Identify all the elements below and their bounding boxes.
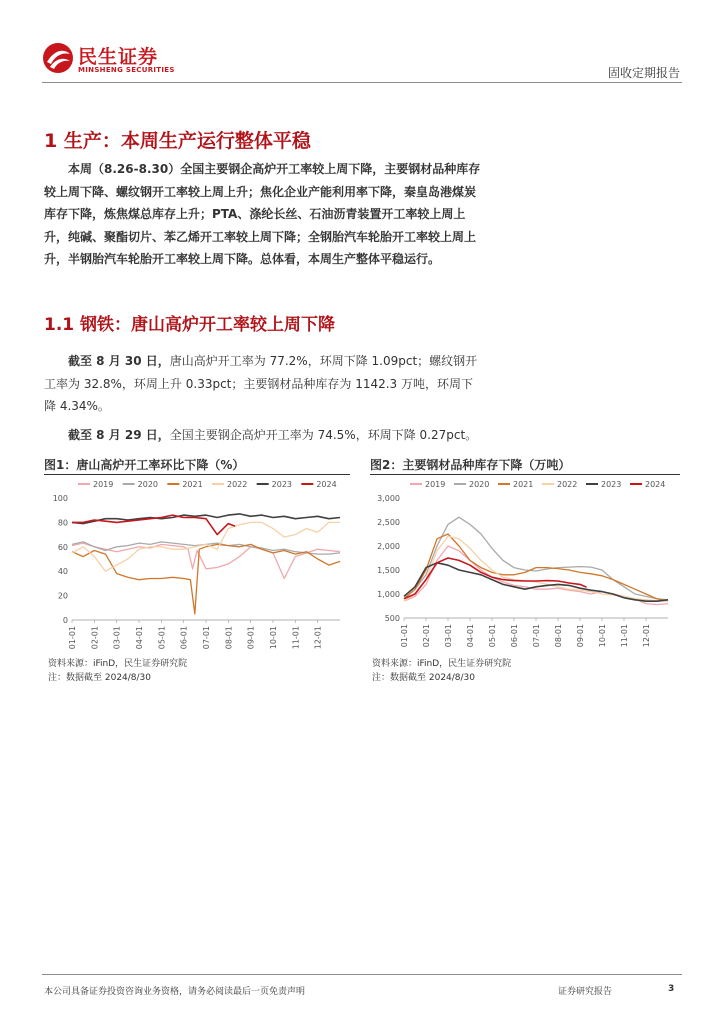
x-tick-label: 09-01 — [246, 626, 256, 650]
figure-2-rule — [370, 474, 680, 475]
figure-2-source: 资料来源：iFinD，民生证券研究院 — [372, 659, 512, 669]
legend-label: 2022 — [557, 480, 578, 489]
legend-label: 2024 — [316, 480, 337, 489]
legend-label: 2024 — [645, 480, 666, 489]
logo-mark-icon — [42, 42, 74, 74]
header-divider — [42, 82, 682, 83]
legend-label: 2022 — [227, 480, 248, 489]
figure-1-rule — [44, 474, 350, 475]
paragraph-national — [44, 424, 484, 447]
paragraph-lead: 截至 8 月 30 日， — [68, 354, 170, 368]
page-number: 3 — [668, 984, 675, 994]
section-heading: 1 生产：本周生产运行整体平稳 — [44, 130, 311, 152]
subsection-heading: 1.1 钢铁：唐山高炉开工率较上周下降 — [44, 315, 336, 335]
legend-label: 2023 — [271, 480, 293, 489]
x-tick-label: 03-01 — [112, 626, 122, 650]
x-tick-label: 12-01 — [313, 626, 323, 650]
legend-label: 2020 — [469, 480, 490, 489]
x-tick-label: 07-01 — [202, 626, 211, 650]
summary-paragraph: 本周（8.26-8.30）全国主要钢企高炉开工率较上周下降，主要钢材品种库存较上周下降、螺纹钢开工率较上周上升；焦化企业产能利用率下降，秦皇岛港煤炭库存下降，炼焦煤总库存上升；PTA、涤纶长丝、石油沥青装置开工率较上周上升，纯碱、聚酯切片、苯乙烯开工率较上周下降；全钢胎汽车轮胎开工率较上周上升，半钢胎汽车轮胎开工率较上周下降。总体看，本周生产整体平稳运行。 — [44, 162, 481, 267]
y-tick-label: 40 — [57, 567, 68, 577]
report-type: 固收定期报告 — [607, 66, 680, 80]
figure-2-chart — [370, 476, 680, 652]
x-tick-label: 06-01 — [179, 626, 189, 650]
x-tick-label: 05-01 — [157, 626, 167, 650]
figure-2-note: 注：数据截至 2024/8/30 — [372, 673, 476, 683]
legend-label: 2023 — [601, 480, 622, 489]
x-tick-label: 10-01 — [269, 626, 278, 650]
x-tick-label: 08-01 — [554, 624, 563, 648]
footer-disclaimer: 本公司具备证券投资咨询业务资格，请务必阅读最后一页免责声明 — [44, 987, 306, 997]
x-tick-label: 06-01 — [510, 624, 519, 648]
brand-logo — [42, 40, 182, 80]
figure-2-title: 图2：主要钢材品种库存下降（万吨） — [370, 458, 571, 472]
series-line-2019 — [404, 546, 668, 605]
legend-label: 2019 — [425, 480, 446, 489]
series-line-2020 — [72, 542, 340, 554]
series-line-2021 — [404, 534, 668, 601]
brand-name-en: MINSHENG SECURITIES — [78, 66, 175, 74]
brand-name-cn: 民生证券 — [78, 46, 159, 68]
x-tick-label: 08-01 — [224, 626, 234, 650]
y-tick-label: 100 — [52, 494, 68, 503]
x-tick-label: 01-01 — [68, 626, 77, 650]
footer-divider — [42, 974, 682, 975]
legend-label: 2019 — [93, 480, 114, 489]
x-tick-label: 10-01 — [598, 624, 607, 648]
y-tick-label: 2,500 — [377, 518, 400, 527]
x-tick-label: 02-01 — [422, 624, 431, 648]
y-tick-label: 500 — [384, 614, 400, 623]
figure-1-note: 注：数据截至 2024/8/30 — [48, 673, 152, 683]
x-tick-label: 04-01 — [466, 624, 475, 648]
y-tick-label: 0 — [62, 616, 68, 625]
figure-1-title: 图1：唐山高炉开工率环比下降（%） — [44, 458, 245, 472]
series-line-2024 — [72, 515, 235, 535]
figure-1-chart — [44, 476, 350, 652]
y-tick-label: 3,000 — [377, 494, 400, 503]
legend-label: 2021 — [513, 480, 534, 489]
y-tick-label: 80 — [57, 518, 68, 528]
legend-label: 2021 — [182, 480, 203, 489]
x-tick-label: 04-01 — [135, 626, 144, 650]
x-tick-label: 11-01 — [620, 624, 629, 648]
x-tick-label: 03-01 — [444, 624, 453, 648]
legend-label: 2020 — [137, 480, 159, 489]
y-tick-label: 2,000 — [377, 542, 400, 551]
x-tick-label: 02-01 — [90, 626, 100, 650]
footer-label: 证券研究报告 — [558, 987, 613, 997]
paragraph-lead: 截至 8 月 29 日， — [68, 428, 170, 442]
x-tick-label: 12-01 — [642, 624, 651, 648]
figure-1-source: 资料来源：iFinD，民生证券研究院 — [48, 659, 188, 669]
x-tick-label: 01-01 — [400, 624, 409, 648]
series-line-2022 — [404, 536, 668, 601]
x-tick-label: 07-01 — [532, 624, 541, 648]
y-tick-label: 20 — [57, 591, 68, 601]
x-tick-label: 05-01 — [488, 624, 497, 648]
y-tick-label: 60 — [57, 542, 68, 552]
paragraph-text: 全国主要钢企高炉开工率为 74.5%，环周下降 0.27pct。 — [169, 428, 478, 442]
paragraph-text: 唐山高炉开工率为 77.2%，环周下降 1.09pct；螺纹钢开工率为 32.8%，环周上升 0.33pct；主要钢材品种库存为 1142.3 万吨，环周下降 4.34%。 — [44, 354, 478, 414]
x-tick-label: 09-01 — [576, 624, 585, 648]
x-tick-label: 11-01 — [291, 626, 301, 650]
y-tick-label: 1,000 — [377, 590, 400, 599]
y-tick-label: 1,500 — [377, 566, 400, 575]
paragraph-tangshan — [44, 350, 484, 418]
